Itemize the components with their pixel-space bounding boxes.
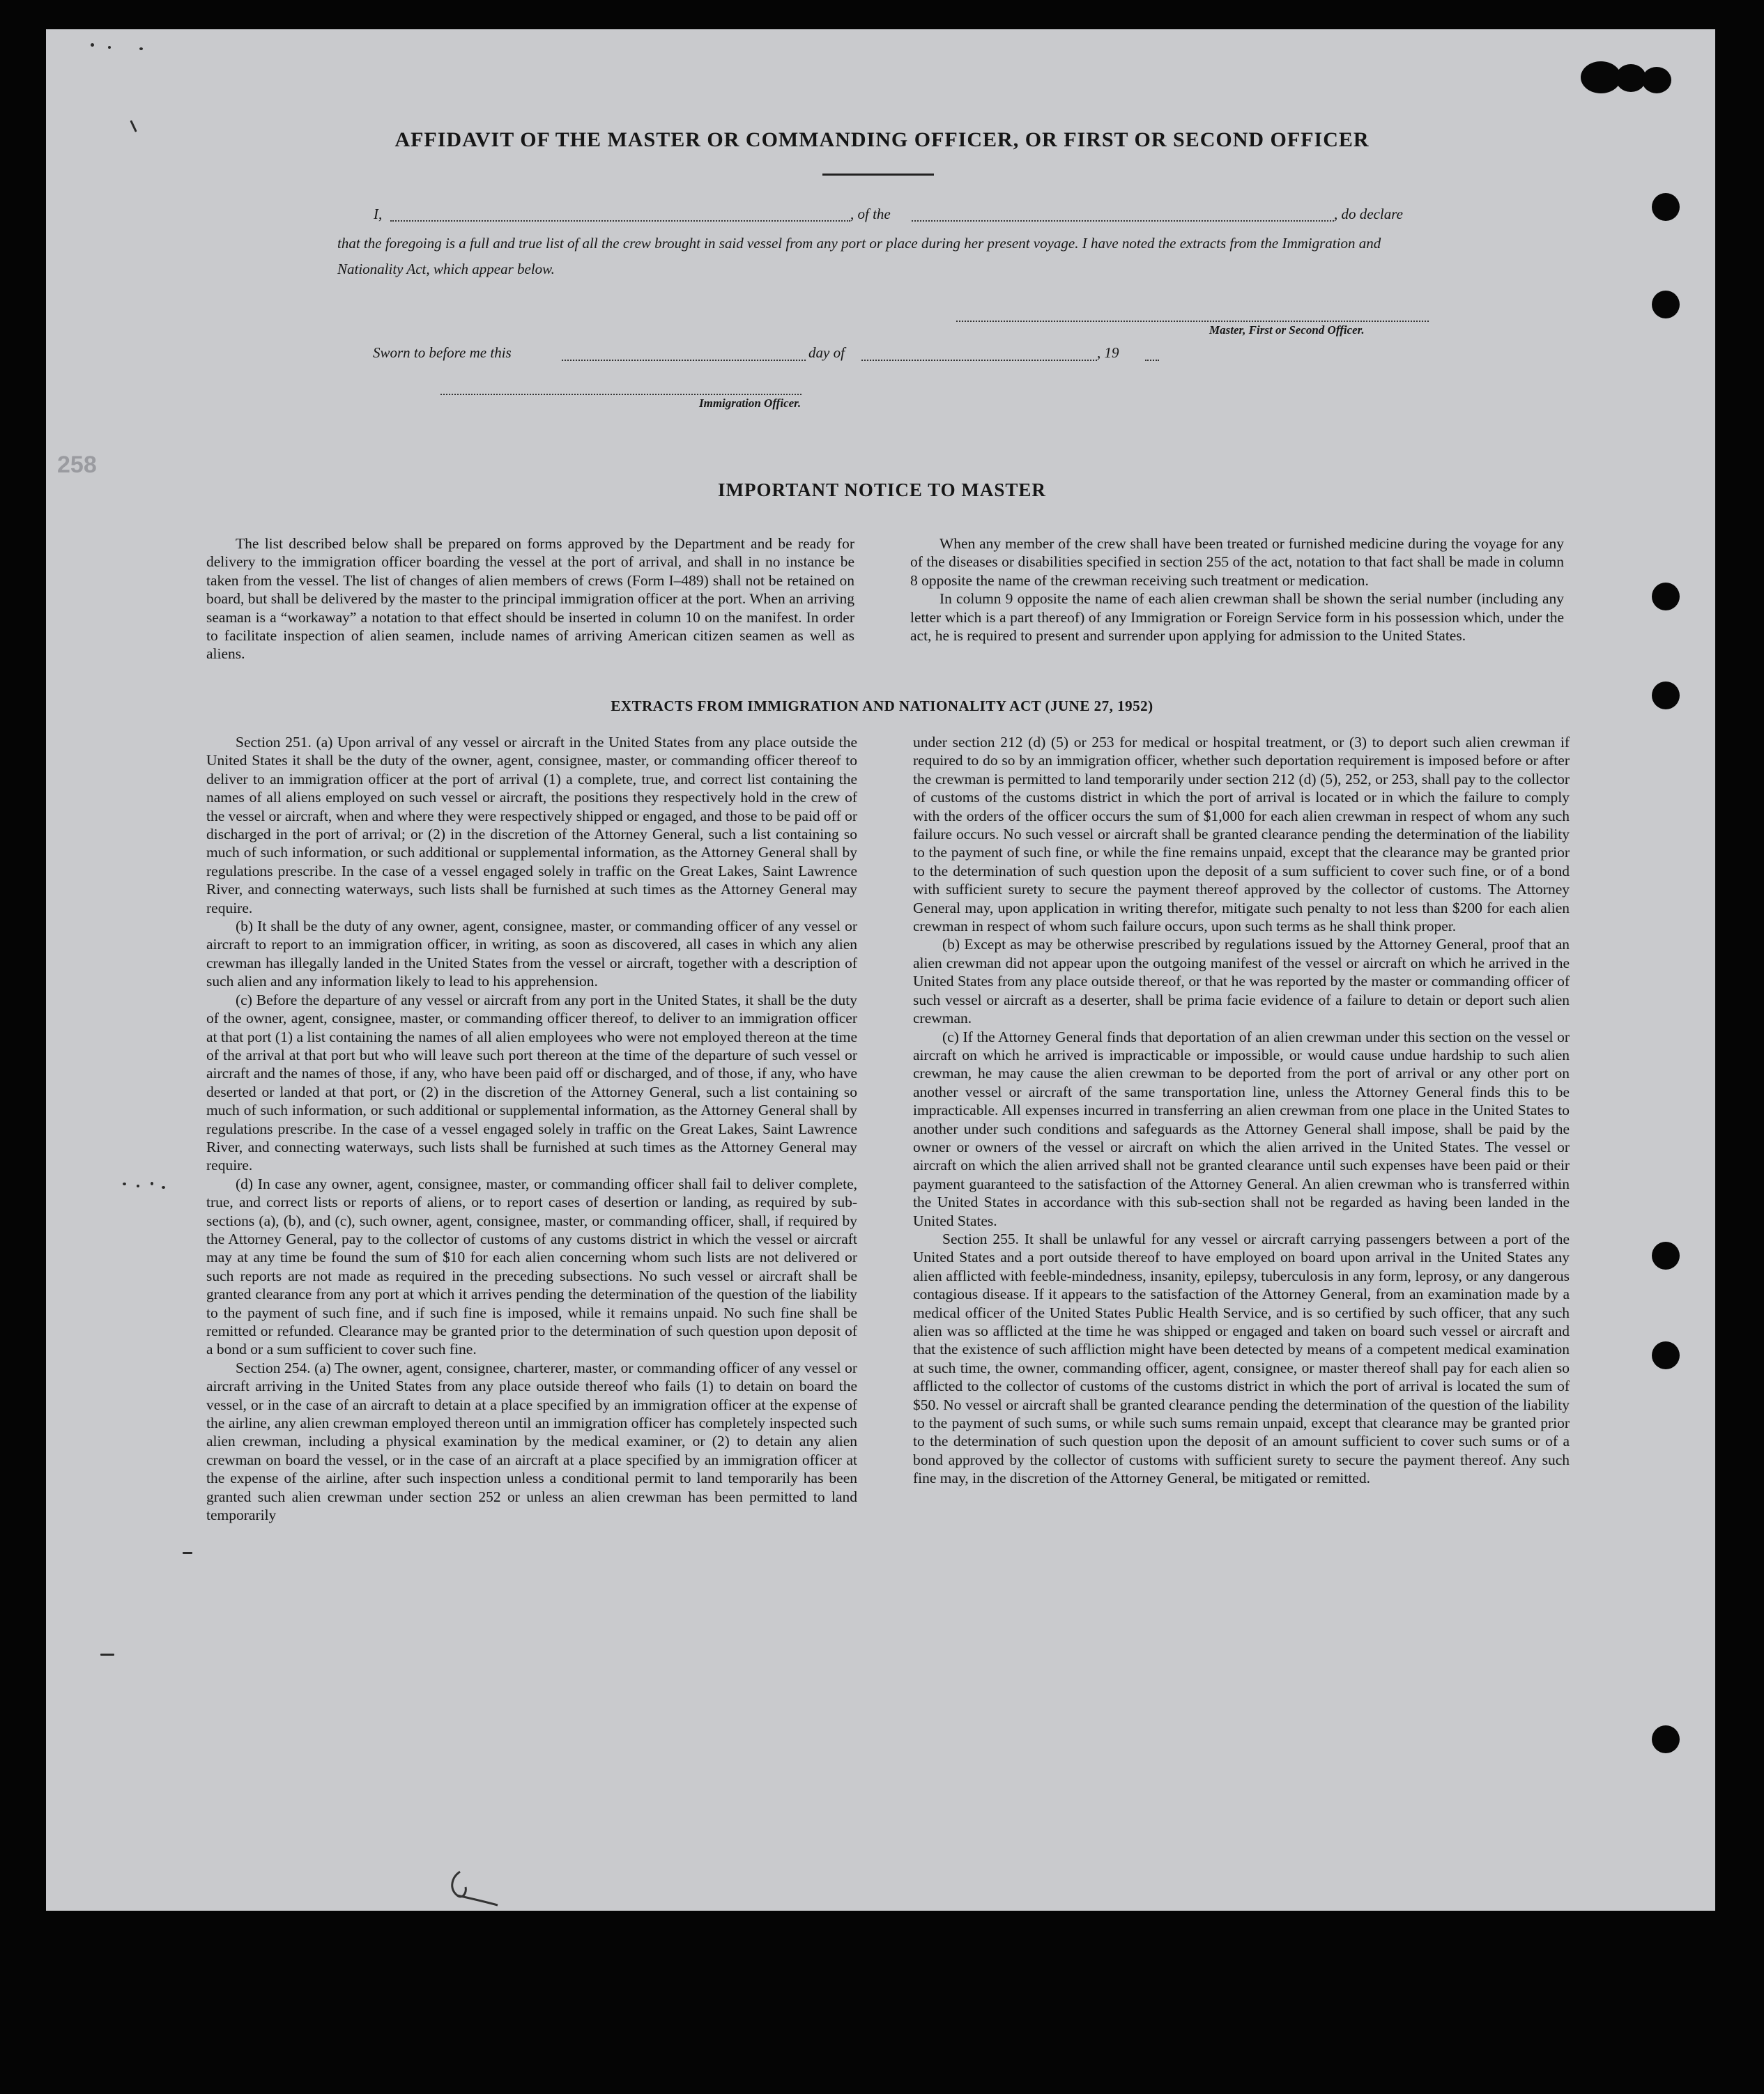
notice-title: IMPORTANT NOTICE TO MASTER [718, 479, 1046, 500]
ghost-page-number: 258 [57, 452, 97, 478]
notice-left-column [206, 534, 854, 663]
affiant-name-field[interactable] [390, 220, 850, 222]
affidavit-title: AFFIDAVIT OF THE MASTER OR COMMANDING OFFICER, OR FIRST OR SECOND OFFICER [394, 128, 1370, 151]
speck [162, 1186, 165, 1189]
day-of-label: day of [808, 344, 845, 361]
punch-hole [1652, 291, 1680, 318]
immigration-officer-signature-field[interactable] [440, 394, 802, 395]
act-paragraph: Section 251. (a) Upon arrival of any vessel or aircraft in the United States from any place outside the United States it shall be the duty of the owner, agent, consignee, master, or commanding officer thereof to deliver to an immigration officer at the port of arrival (1) a complete, true, and correct list containing the names of all aliens employed on such vessel or aircraft, the positions they respectively hold in the crew of the vessel or aircraft, when and where they were respectively shipped or engaged, and those to be paid off or discharged in the port of arrival; or (2) in the discretion of the Attorney General, such a list containing so much of such information, or such additional or supplemental information, as the Attorney General shall by regulations prescribe. In the case of a vessel engaged solely in traffic on the Great Lakes, Saint Lawrence River, and connecting waterways, such lists shall be furnished at such times as the Attorney General may require. [206, 734, 857, 916]
sworn-label: Sworn to before me this [373, 344, 512, 361]
ink-blot [1642, 67, 1671, 93]
punch-hole [1652, 1242, 1680, 1270]
extracts-title: EXTRACTS FROM IMMIGRATION AND NATIONALITY ACT (JUNE 27, 1952) [611, 698, 1153, 714]
act-paragraph: (c) If the Attorney General finds that deportation of an alien crewman under this section on the vessel or aircraft on which he arrived is impracticable or impossible, or would cause undue hardship to such alien crewman, he may cause the alien crewman to be deported from the port of arrival or any other port on another vessel or aircraft of the same transportation line, unless the Attorney General finds this to be impracticable. All expenses incurred in transferring an alien crewman from one place in the United States to another under such conditions and safeguards as the Attorney General shall impose, shall be paid by the owner or owners of the vessel or aircraft on which the alien arrived in the United States. The vessel or aircraft on which the alien arrived shall not be granted clearance until such expenses have been paid or their payment guaranteed to the satisfaction of the Attorney General. An alien crewman who is transferred within the United States in accordance with this sub-section shall not be regarded as having been landed in the United States. [913, 1028, 1570, 1229]
do-declare-label: , do declare [1334, 206, 1403, 222]
act-paragraph: (b) Except as may be otherwise prescribed by regulations issued by the Attorney General, proof that an alien crewman did not appear upon the outgoing manifest of the vessel or aircraft on which he arrived in the United States from any place outside thereof, or that he was reported by the master or commanding officer of such vessel or aircraft as a deserter, shall be prima facie evidence of a failure to detain or deport such alien crewman. [913, 936, 1570, 1027]
immigration-officer-caption: Immigration Officer. [699, 397, 802, 410]
notice-paragraph: When any member of the crew shall have been treated or furnished medicine during the voyage for any of the diseases or disabilities specified in section 255 of the act, notation to that fact shall be made in column 8 opposite the name of the crewman receiving such treatment or medication. [910, 535, 1564, 589]
year-prefix-label: , 19 [1097, 344, 1119, 361]
extracts-left-column [206, 733, 857, 1524]
punch-hole [1652, 1725, 1680, 1753]
notice-right-column [910, 534, 1564, 645]
sworn-month-field[interactable] [861, 360, 1097, 361]
sworn-year-field[interactable] [1145, 360, 1159, 361]
notice-paragraph: In column 9 opposite the name of each alien crewman shall be shown the serial number (including any letter which is a part thereof) of any Immigration or Foreign Service form in his possession which, under the act, he is required to present and surrender upon applying for admission to the United States. [910, 590, 1564, 645]
speck [139, 47, 143, 50]
speck [100, 1654, 114, 1656]
speck [91, 43, 94, 47]
declaration-text: that the foregoing is a full and true list of all the crew brought in said vessel from any port or place during her present voyage. I have noted the extracts from the Immigration and Nationality Act, which appear below. [337, 235, 1381, 277]
act-paragraph: (d) In case any owner, agent, consignee, master, or commanding officer shall fail to deliver complete, true, and correct lists or reports of aliens, or to report cases of desertion or landing, as required by sub-sections (a), (b), and (c), such owner, agent, consignee, master, or commanding officer, shall, if required by the Attorney General, pay to the collector of customs of any customs district in which the vessel or aircraft may at any time be found the sum of $10 for each alien concerning whom such lists are not delivered or such reports are not made as required in the preceding subsections. No such vessel or aircraft shall be granted clearance from any port at which it arrives pending the determination of the question of the liability to the payment of such fine, and if such fine is imposed, while it remains unpaid. No such fine shall be remitted or refunded. Clearance may be granted prior to the determination of such question upon deposit of a bond or a sum sufficient to cover such fine. [206, 1175, 857, 1358]
master-signature-field[interactable] [956, 321, 1429, 322]
speck [137, 1185, 139, 1187]
act-paragraph: Section 254. (a) The owner, agent, consignee, charterer, master, or commanding officer of any vessel or aircraft arriving in the United States from any place outside thereof who fails (1) to detain on board the vessel, or in the case of an aircraft to detain at a place specified by an immigration officer at the expense of the airline, any alien crewman employed thereon until an immigration officer has completely inspected such alien crewman, including a physical examination by the medical examiner, or (2) to detain any alien crewman on board the vessel, or in the case of an aircraft at a place specified by an immigration officer at the expense of the airline, after such inspection unless a conditional permit to land temporarily has been granted such alien crewman under section 252 or unless an alien crewman has been permitted to land temporarily [206, 1359, 857, 1524]
sworn-day-field[interactable] [562, 360, 806, 361]
act-paragraph: under section 212 (d) (5) or 253 for medical or hospital treatment, or (3) to deport such alien crewman if required to do so by an immigration officer, whether such deportation requirement is imposed before or after the crewman is permitted to land temporarily under section 212 (d) (5), 252, or 253, shall pay to the collector of customs of the customs district in which the port of arrival is located or in which the failure to comply with the orders of the officer occurs the sum of $1,000 for each alien crewman in respect of whom any such failure occurs. No such vessel or aircraft shall be granted clearance pending the determination of the liability to the payment of such fine, or while the fine remains unpaid, except that the clearance may be granted prior to the determination of such question upon the deposit of a sum sufficient to cover such fine, or of a bond with sufficient surety to secure the payment thereof approved by the collector of customs. The Attorney General may, upon application in writing therefor, mitigate such penalty to not less than $200 for each alien crewman in respect of whom such failure occurs, upon such terms as he shall think proper. [913, 734, 1570, 935]
act-paragraph: Section 255. It shall be unlawful for any vessel or aircraft carrying passengers between a port of the United States and a port outside thereof to have employed on board upon arrival in the United States any alien afflicted with feeble-mindedness, insanity, epilepsy, tuberculosis in any form, leprosy, or any dangerous contagious disease. If it appears to the satisfaction of the Attorney General, from an examination made by a medical officer of the United States Public Health Service, and is so certified by such officer, that any such alien was so afflicted at the time he was shipped or engaged and taken on board such vessel or aircraft and that the existence of such affliction might have been detected by means of a competent medical examination at such time, the owner, commanding officer, agent, consignee, or master thereof shall pay for each alien so afflicted to the collector of customs of the customs district in which the port of arrival is located the sum of $50. No vessel or aircraft shall be granted clearance pending the determination of the question of the liability to the payment of such sums, or while such sums remain unpaid, except that clearance may be granted prior to the determination of such question upon the deposit of an amount sufficient to cover such sums or of a bond approved by the collector of customs with sufficient surety to secure the payment thereof. Any such fine may, in the discretion of the Attorney General, be mitigated or remitted. [913, 1230, 1570, 1487]
act-paragraph: (c) Before the departure of any vessel or aircraft from any port in the United States, it shall be the duty of the owner, agent, consignee, master, or commanding officer thereof, to deliver to an immigration officer at that port (1) a list containing the names of all alien employees who were not employed thereon at the time of the arrival at that port but who will leave such port thereon at the time of the departure of such vessel or aircraft and the names of those, if any, who have been paid off or discharged, and of those, if any, who have deserted or landed at that port, or (2) in the discretion of the Attorney General, such a list containing so much of such information, or such additional or supplemental information, as the Attorney General shall by regulations prescribe. In the case of a vessel engaged solely in traffic on the Great Lakes, Saint Lawrence River, and connecting waterways, such lists shall be furnished at such times as the Attorney General may require. [206, 991, 857, 1174]
affiant-label: I, [374, 206, 383, 222]
punch-hole [1652, 583, 1680, 610]
extracts-right-column [913, 733, 1570, 1488]
pencil-mark [439, 1868, 502, 1909]
act-paragraph: (b) It shall be the duty of any owner, agent, consignee, master, or commanding officer of any vessel or aircraft to report to an immigration officer, in writing, as soon as discovered, all cases in which any alien crewman has illegally landed in the United States from the vessel or aircraft, together with a description of such alien and any information likely to lead to his apprehension. [206, 918, 857, 990]
of-the-label: , of the [850, 206, 891, 222]
punch-hole [1652, 1341, 1680, 1369]
punch-hole [1652, 193, 1680, 221]
title-rule [822, 174, 934, 176]
speck [123, 1183, 126, 1185]
notice-paragraph: The list described below shall be prepared on forms approved by the Department and be ready for delivery to the immigration officer boarding the vessel at the port of arrival, and shall in no instance be taken from the vessel. The list of changes of alien members of crews (Form I–489) shall not be retained on board, but shall be delivered by the master to the principal immigration officer at the port. When an arriving seaman is a “workaway” a notation to that effect should be inserted in column 10 on the manifest. In order to facilitate inspection of alien seamen, include names of arriving American citizen seamen as well as aliens. [206, 535, 854, 663]
speck [108, 46, 111, 49]
speck [183, 1552, 192, 1554]
speck [151, 1182, 153, 1185]
vessel-name-field[interactable] [912, 220, 1334, 222]
master-signature-caption: Master, First or Second Officer. [1209, 323, 1365, 337]
